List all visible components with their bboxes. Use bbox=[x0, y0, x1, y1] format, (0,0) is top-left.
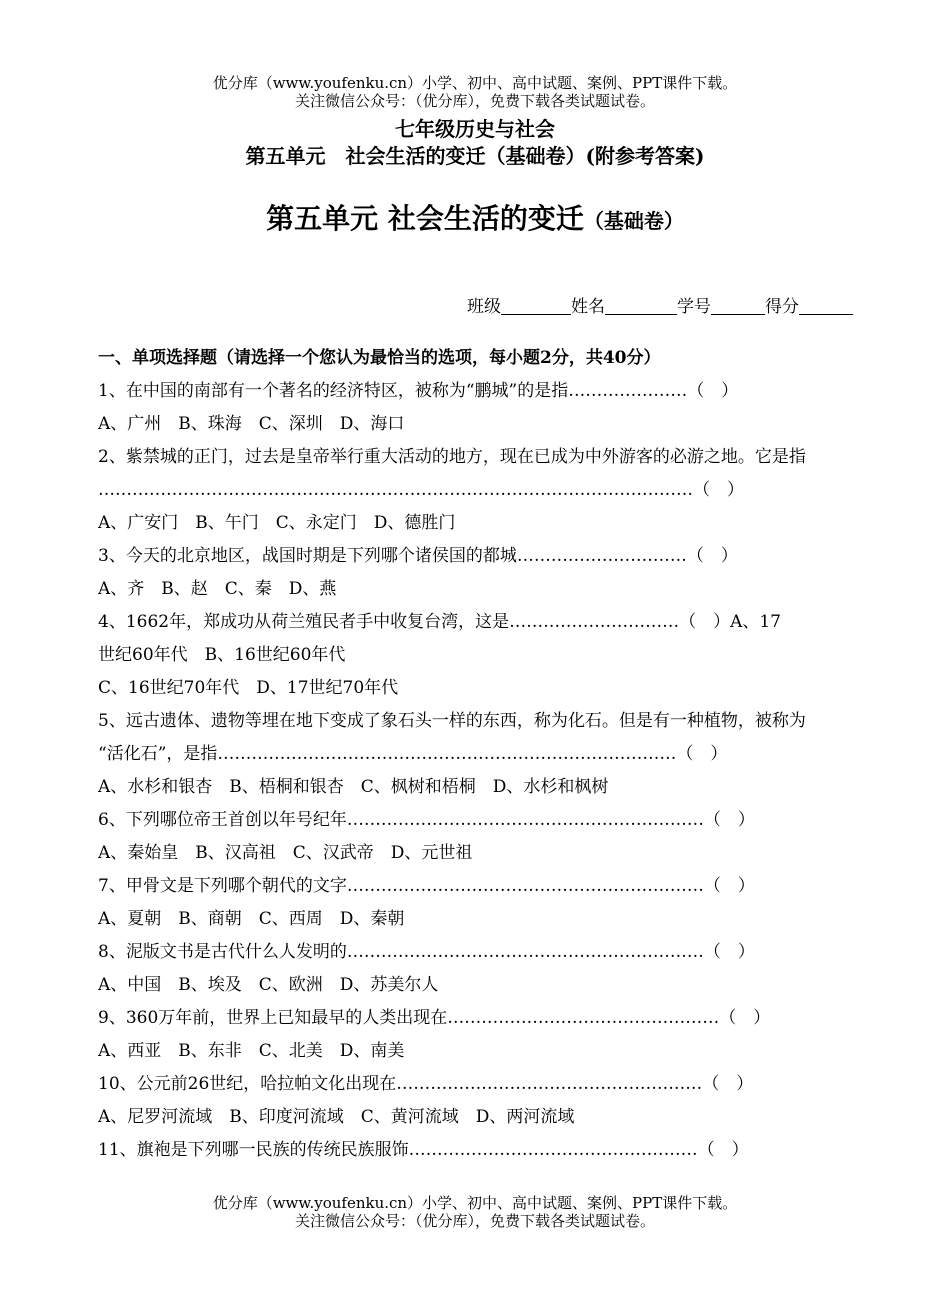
class-blank bbox=[501, 296, 571, 315]
name-label: 姓名 bbox=[571, 297, 605, 317]
student-info-line bbox=[467, 292, 853, 317]
main-title bbox=[0, 202, 950, 238]
question-line: 4、1662年，郑成功从荷兰殖民者手中收复台湾，这是…………………………（ ）A、17 bbox=[98, 612, 781, 632]
name-blank bbox=[605, 296, 677, 315]
section-heading: 一、单项选择题（请选择一个您认为最恰当的选项，每小题2分，共40分） bbox=[98, 348, 661, 368]
header-line-2: 关注微信公众号：（优分库），免费下载各类试题试卷。 bbox=[294, 92, 655, 110]
header-line-1: 优分库（www.youfenku.cn）小学、初中、高中试题、案例、PPT课件下载。 bbox=[212, 74, 738, 92]
options-line: A、夏朝 B、商朝 C、西周 D、秦朝 bbox=[98, 909, 405, 929]
question-section bbox=[98, 342, 854, 1167]
options-line: A、尼罗河流域 B、印度河流域 C、黄河流域 D、两河流域 bbox=[98, 1107, 575, 1127]
options-line: A、西亚 B、东非 C、北美 D、南美 bbox=[98, 1041, 405, 1061]
options-line: A、水杉和银杏 B、梧桐和银杏 C、枫树和梧桐 D、水杉和枫树 bbox=[98, 777, 609, 797]
question-line: ……………………………………………………………………………………………（ ） bbox=[98, 480, 744, 500]
main-title-suffix: （基础卷） bbox=[583, 209, 684, 233]
main-title-text: 第五单元 社会生活的变迁 bbox=[266, 202, 584, 235]
question-line: 7、甲骨文是下列哪个朝代的文字………………………………………………………（ ） bbox=[98, 876, 755, 896]
question-line: 9、360万年前，世界上已知最早的人类出现在…………………………………………（ ） bbox=[98, 1008, 771, 1028]
class-label: 班级 bbox=[467, 297, 501, 317]
question-line: 11、旗袍是下列哪一民族的传统民族服饰……………………………………………（ ） bbox=[98, 1140, 749, 1160]
options-line: A、齐 B、赵 C、秦 D、燕 bbox=[98, 579, 337, 599]
options-line: A、中国 B、埃及 C、欧洲 D、苏美尔人 bbox=[98, 975, 439, 995]
doc-title-subject: 七年级历史与社会 bbox=[395, 117, 555, 141]
question-line: 1、在中国的南部有一个著名的经济特区，被称为“鹏城”的是指…………………（ ） bbox=[98, 381, 739, 401]
options-line: C、16世纪70年代 D、17世纪70年代 bbox=[98, 678, 399, 698]
doc-title-unit: 第五单元 社会生活的变迁（基础卷）(附参考答案) bbox=[245, 144, 705, 168]
options-line: 世纪60年代 B、16世纪60年代 bbox=[98, 645, 346, 665]
score-label: 得分 bbox=[765, 297, 799, 317]
question-line: 5、远古遗体、遗物等埋在地下变成了象石头一样的东西，称为化石。但是有一种植物，被称为 bbox=[98, 711, 806, 731]
number-label: 学号 bbox=[677, 297, 711, 317]
question-line: 10、公元前26世纪，哈拉帕文化出现在………………………………………………（ ） bbox=[98, 1074, 754, 1094]
question-line: “活化石”，是指………………………………………………………………………（ ） bbox=[98, 744, 728, 764]
footer-line-1: 优分库（www.youfenku.cn）小学、初中、高中试题、案例、PPT课件下载。 bbox=[212, 1194, 738, 1212]
score-blank bbox=[799, 296, 853, 315]
options-line: A、广州 B、珠海 C、深圳 D、海口 bbox=[98, 414, 405, 434]
options-line: A、秦始皇 B、汉高祖 C、汉武帝 D、元世祖 bbox=[98, 843, 473, 863]
number-blank bbox=[711, 296, 765, 315]
footer-line-2: 关注微信公众号：（优分库），免费下载各类试题试卷。 bbox=[294, 1212, 655, 1230]
question-line: 6、下列哪位帝王首创以年号纪年………………………………………………………（ ） bbox=[98, 810, 755, 830]
question-line: 3、今天的北京地区，战国时期是下列哪个诸侯国的都城…………………………（ ） bbox=[98, 546, 738, 566]
question-line: 8、泥版文书是古代什么人发明的………………………………………………………（ ） bbox=[98, 942, 755, 962]
question-line: 2、紫禁城的正门，过去是皇帝举行重大活动的地方，现在已成为中外游客的必游之地。它是指 bbox=[98, 447, 806, 467]
options-line: A、广安门 B、午门 C、永定门 D、德胜门 bbox=[98, 513, 456, 533]
